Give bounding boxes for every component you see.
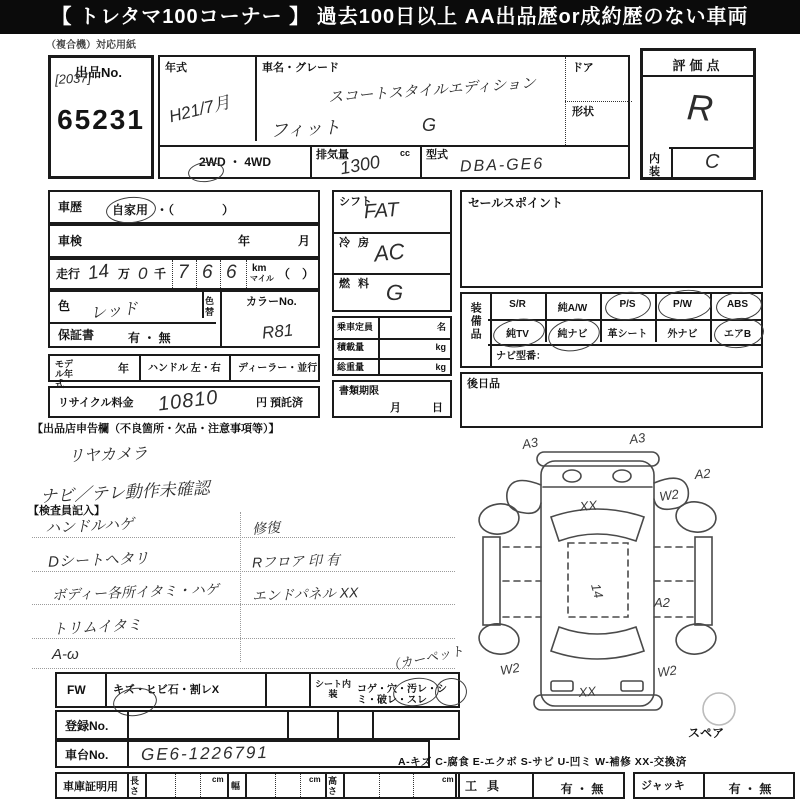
auction-no-label: 出品No. bbox=[75, 65, 122, 80]
fw-vline2 bbox=[265, 672, 267, 708]
equip-alloy: 純A/W bbox=[557, 303, 588, 314]
g-vline2 bbox=[145, 772, 147, 799]
door-rail-right bbox=[695, 537, 712, 625]
seat-note-handwritten: （カーペット bbox=[385, 643, 465, 674]
colorchange-vline bbox=[202, 290, 204, 318]
color-no-label: カラーNo. bbox=[246, 296, 297, 308]
mileage-label: 走行 bbox=[56, 267, 81, 281]
digit-sep-2 bbox=[196, 260, 197, 288]
disp-value: 1300 bbox=[338, 151, 382, 179]
digit-sep-3 bbox=[220, 260, 221, 288]
paper-note: （複合機）対応用紙 bbox=[46, 40, 136, 51]
g-vline4 bbox=[245, 772, 247, 799]
chassis-no-value: GE6-1226791 bbox=[140, 742, 270, 765]
mileage-man: 14 bbox=[86, 260, 111, 285]
auction-no-box bbox=[48, 55, 154, 179]
mark-a3-left: A3 bbox=[520, 434, 540, 452]
mileage-row bbox=[48, 258, 320, 290]
grid-hline bbox=[158, 145, 630, 147]
score-value: R bbox=[685, 86, 715, 129]
g-vdd4 bbox=[300, 774, 301, 797]
warranty-label: 保証書 bbox=[58, 328, 95, 342]
tools-options: 有 ・ 無 bbox=[560, 782, 604, 796]
trim-value: G bbox=[422, 115, 437, 135]
disp-label: 排気量 bbox=[316, 149, 349, 161]
reg-no-row bbox=[55, 710, 460, 740]
g-vdd6 bbox=[413, 774, 414, 797]
shaken-row bbox=[48, 224, 320, 258]
damage-legend: A-キズ C-腐食 E-エクボ S-サビ U-凹ミ W-補修 XX-交換済 bbox=[398, 756, 687, 768]
door-rail-left bbox=[483, 537, 500, 625]
rear-vent-left bbox=[563, 470, 581, 482]
shift-ac-fuel-box bbox=[332, 190, 452, 312]
g-vline5 bbox=[325, 772, 327, 799]
chassis-no-row bbox=[55, 740, 430, 768]
chassis-vline bbox=[127, 740, 129, 768]
auction-number: 65231 bbox=[57, 104, 145, 135]
equip-pw: P/W bbox=[673, 299, 692, 310]
recycle-suffix: 円 預託済 bbox=[256, 397, 304, 409]
mileage-d3: 6 bbox=[226, 262, 237, 283]
docs-label: 書類期限 bbox=[339, 386, 379, 397]
banner: 【 トレタマ100コーナー 】 過去100日以上 AA出品歴or成約歴のない車両 bbox=[0, 0, 800, 34]
digit-sep-1 bbox=[172, 260, 173, 288]
grid-vline-drive bbox=[310, 145, 312, 179]
fw-label: FW bbox=[67, 683, 86, 697]
saf-hline1 bbox=[332, 232, 452, 234]
tools-box bbox=[455, 772, 625, 799]
inspector-right-1: 修復 bbox=[251, 519, 281, 537]
garage-length-label: 長さ bbox=[130, 776, 140, 796]
jack-label: ジャッキ bbox=[641, 780, 685, 792]
model-value: フィット bbox=[269, 117, 342, 141]
shape-label: 形状 bbox=[572, 106, 594, 118]
spare-tire-circle bbox=[703, 693, 735, 725]
grid-vline-disp bbox=[420, 145, 422, 179]
jack-vline bbox=[703, 772, 705, 799]
warranty-options: 有 ・ 無 bbox=[128, 331, 171, 345]
mark-w2-right-lower: W2 bbox=[656, 662, 678, 680]
dealer-options: ディーラー・並行 bbox=[238, 363, 318, 374]
color-label: 色 bbox=[58, 299, 71, 313]
garage-cm-1: cm bbox=[212, 775, 224, 784]
inspector-left-5: A-ω bbox=[52, 646, 79, 663]
mirror-left bbox=[507, 481, 541, 514]
cap-hline1 bbox=[332, 338, 452, 340]
mileage-sen-unit: 千 bbox=[154, 267, 167, 281]
weight-unit: kg bbox=[435, 362, 446, 372]
capacity-label: 乗車定員 bbox=[337, 322, 374, 332]
score-label: 評価点 bbox=[672, 58, 724, 73]
shaken-year: 年 bbox=[238, 234, 251, 248]
mark-xx-rear: XX bbox=[578, 497, 598, 514]
load-unit: kg bbox=[435, 342, 446, 352]
door-shape-divider bbox=[565, 101, 632, 102]
history-label: 車歴 bbox=[58, 200, 83, 214]
grade-value: スコートスタイルエディション bbox=[327, 74, 537, 107]
recycle-value: 10810 bbox=[156, 386, 220, 416]
inspector-right-3: エンドパネル XX bbox=[251, 584, 359, 604]
rear-spoiler bbox=[537, 452, 659, 466]
inspector-left-1: ハンドルハゲ bbox=[44, 515, 135, 538]
type-value: DBA-GE6 bbox=[459, 155, 545, 176]
weight-label: 総重量 bbox=[337, 362, 365, 372]
inspector-left-4: トリムイタミ bbox=[51, 616, 143, 639]
history-circle-mark bbox=[105, 195, 157, 225]
equip-ps-circle bbox=[603, 289, 652, 323]
headlight-right bbox=[621, 681, 643, 691]
recycle-row bbox=[48, 386, 320, 418]
mark-w2-right-upper: W2 bbox=[658, 486, 680, 504]
floor-dashed bbox=[568, 543, 628, 617]
grid-vline-year bbox=[255, 55, 257, 141]
declaration-note-2: ナビ／テレ動作未確認 bbox=[39, 478, 211, 507]
type-label: 型式 bbox=[426, 149, 448, 161]
g-vdd5 bbox=[379, 774, 380, 797]
color-no-value: R81 bbox=[261, 320, 295, 343]
reg-vline2 bbox=[287, 710, 289, 740]
history-circled-option: 自家用 bbox=[112, 203, 149, 217]
inspector-left-2: Dシートヘタリ bbox=[47, 550, 150, 571]
g-vline6 bbox=[343, 772, 345, 799]
year-value: H21/7月 bbox=[167, 92, 233, 127]
interior-label: 内装 bbox=[649, 153, 660, 179]
color-change-label: 色替 bbox=[205, 296, 215, 317]
capacity-unit: 名 bbox=[436, 322, 446, 332]
digit-sep-4 bbox=[246, 260, 247, 288]
rear-window bbox=[551, 509, 644, 541]
fw-seat-table bbox=[55, 672, 460, 708]
reg-vline1 bbox=[127, 710, 129, 740]
fw-vline1 bbox=[105, 672, 107, 708]
g-vdd3 bbox=[275, 774, 276, 797]
tools-vline bbox=[532, 772, 534, 799]
equipment-label: 装備品 bbox=[469, 302, 482, 341]
history-row bbox=[48, 190, 320, 224]
disp-unit: cc bbox=[400, 148, 411, 158]
score-box bbox=[640, 48, 756, 180]
jack-box bbox=[633, 772, 795, 799]
wheel-front-right bbox=[674, 621, 718, 656]
reg-no-label: 登録No. bbox=[65, 719, 109, 733]
docs-deadline-box bbox=[332, 380, 452, 418]
fuel-value: G bbox=[385, 279, 404, 306]
jack-options: 有 ・ 無 bbox=[728, 782, 772, 796]
equip-extnavi: 外ナビ bbox=[667, 329, 698, 340]
mileage-man-unit: 万 bbox=[118, 267, 131, 281]
ac-value: AC bbox=[372, 238, 406, 267]
inspector-rule-2 bbox=[32, 571, 455, 572]
garage-width-label: 幅 bbox=[231, 781, 241, 791]
front-bumper bbox=[534, 695, 662, 710]
mileage-sen: 0 bbox=[138, 264, 148, 283]
headlight-left bbox=[551, 681, 573, 691]
shaken-month: 月 bbox=[298, 234, 311, 248]
garage-cm-2: cm bbox=[309, 775, 321, 784]
cap-vline bbox=[378, 316, 380, 376]
shaken-label: 車検 bbox=[58, 234, 83, 248]
car-damage-diagram bbox=[455, 425, 765, 735]
year-label: 年式 bbox=[165, 62, 187, 74]
wheel-front-left bbox=[477, 621, 521, 656]
sales-point-label: セールスポイント bbox=[468, 196, 563, 210]
garage-cm-3: cm bbox=[442, 775, 454, 784]
inspector-rule-4 bbox=[32, 638, 455, 639]
mileage-mile: マイル bbox=[250, 274, 274, 283]
color-value: レッド bbox=[89, 300, 139, 323]
score-hline bbox=[641, 75, 755, 77]
chassis-no-label: 車台No. bbox=[65, 748, 109, 762]
garage-height-label: 高さ bbox=[328, 776, 338, 796]
docs-month: 月 bbox=[390, 402, 401, 414]
color-warranty-block bbox=[48, 290, 320, 348]
model-year-label: モデル年式 bbox=[55, 359, 74, 389]
inspector-rule-1 bbox=[32, 537, 455, 538]
mark-a3-right: A3 bbox=[628, 429, 647, 447]
saf-hline2 bbox=[332, 273, 452, 275]
equip-navi: 純ナビ bbox=[557, 329, 588, 340]
interior-hline bbox=[669, 147, 755, 149]
inspector-col-divider bbox=[240, 512, 241, 662]
fw-options: キズ・ヒビ石・割レX bbox=[113, 684, 220, 696]
mark-a2-topright: A2 bbox=[693, 465, 712, 482]
vehicle-top-grid bbox=[158, 55, 630, 179]
lot-note-handwritten: [2037] bbox=[54, 70, 92, 87]
g-vline3 bbox=[227, 772, 229, 799]
interior-vline bbox=[671, 147, 673, 180]
my-vline2 bbox=[229, 354, 231, 382]
mark-a2-right: A2 bbox=[654, 595, 670, 610]
fuel-label: 燃料 bbox=[339, 278, 377, 290]
mileage-paren: （ ） bbox=[278, 267, 315, 281]
equip-tv: 純TV bbox=[506, 329, 529, 340]
navi-model-label: ナビ型番： bbox=[496, 351, 546, 362]
equipment-table bbox=[460, 292, 763, 368]
tools-label: 工具 bbox=[465, 779, 510, 793]
docs-day: 日 bbox=[432, 402, 443, 414]
model-year-unit: 年 bbox=[118, 363, 129, 375]
g-vline1 bbox=[127, 772, 129, 799]
declaration-note-1: リヤカメラ bbox=[67, 445, 149, 466]
mileage-d1: 7 bbox=[178, 262, 189, 283]
garage-label: 車庫証明用 bbox=[63, 781, 118, 793]
colorno-vline bbox=[220, 290, 222, 348]
g-vdd2 bbox=[200, 774, 201, 797]
later-items-box bbox=[460, 372, 763, 428]
history-paren: ・（ ） bbox=[156, 203, 235, 217]
declaration-title: 【出品店申告欄（不良箇所・欠品・注意事項等）】 bbox=[32, 423, 280, 435]
my-vline1 bbox=[139, 354, 141, 382]
interior-value: C bbox=[705, 151, 720, 173]
inspector-left-3: ボディー各所イタミ・ハゲ bbox=[51, 581, 220, 603]
recycle-label: リサイクル料金 bbox=[58, 397, 134, 409]
handle-options: ハンドル 左・右 bbox=[148, 363, 221, 374]
equip-abs: ABS bbox=[726, 299, 749, 310]
inspector-rule-3 bbox=[32, 604, 455, 605]
car-name-label: 車名・グレード bbox=[262, 62, 339, 74]
equip-ps: P/S bbox=[619, 299, 636, 310]
sales-point-box bbox=[460, 190, 763, 288]
mileage-d2: 6 bbox=[202, 262, 213, 283]
front-windshield bbox=[551, 627, 644, 659]
equip-airbag: エアB bbox=[723, 329, 752, 340]
inspector-right-2: Rフロア 印 有 bbox=[251, 551, 341, 571]
shift-value: FAT bbox=[363, 198, 400, 224]
equip-leather: 革シート bbox=[607, 329, 648, 340]
inspector-title: 【検査員記入】 bbox=[28, 505, 105, 517]
seat-options: コゲ・穴・汚レ・シミ・破レ・スレ bbox=[357, 684, 447, 706]
spare-label: スペア bbox=[688, 726, 725, 740]
warranty-hline bbox=[48, 322, 216, 324]
capacity-block bbox=[332, 316, 452, 376]
wheel-rear-left bbox=[477, 501, 521, 536]
load-label: 積載量 bbox=[337, 342, 365, 352]
mileage-km: km bbox=[252, 263, 267, 274]
reg-vline3 bbox=[337, 710, 339, 740]
ac-label: 冷房 bbox=[339, 237, 377, 249]
mark-w2-left-lower: W2 bbox=[498, 659, 521, 678]
wheel-rear-right bbox=[674, 499, 718, 534]
equip-sr: S/R bbox=[509, 299, 526, 310]
cap-hline2 bbox=[332, 358, 452, 360]
mark-center: 14 bbox=[588, 581, 607, 600]
later-items-label: 後日品 bbox=[467, 378, 500, 390]
seat-label: シート内装 bbox=[314, 679, 351, 699]
mark-xx-front: XX bbox=[577, 683, 597, 700]
equip-pw-circle bbox=[657, 287, 714, 322]
g-vdd1 bbox=[175, 774, 176, 797]
drive-options: 2WD ・ 4WD bbox=[198, 155, 271, 169]
door-label: ドア bbox=[572, 62, 594, 74]
shift-label: シフト bbox=[339, 196, 372, 208]
rear-vent-right bbox=[613, 470, 631, 482]
fw-vline3 bbox=[309, 672, 311, 708]
model-year-row bbox=[48, 354, 320, 389]
reg-vline4 bbox=[372, 710, 374, 740]
garage-row bbox=[55, 772, 460, 799]
